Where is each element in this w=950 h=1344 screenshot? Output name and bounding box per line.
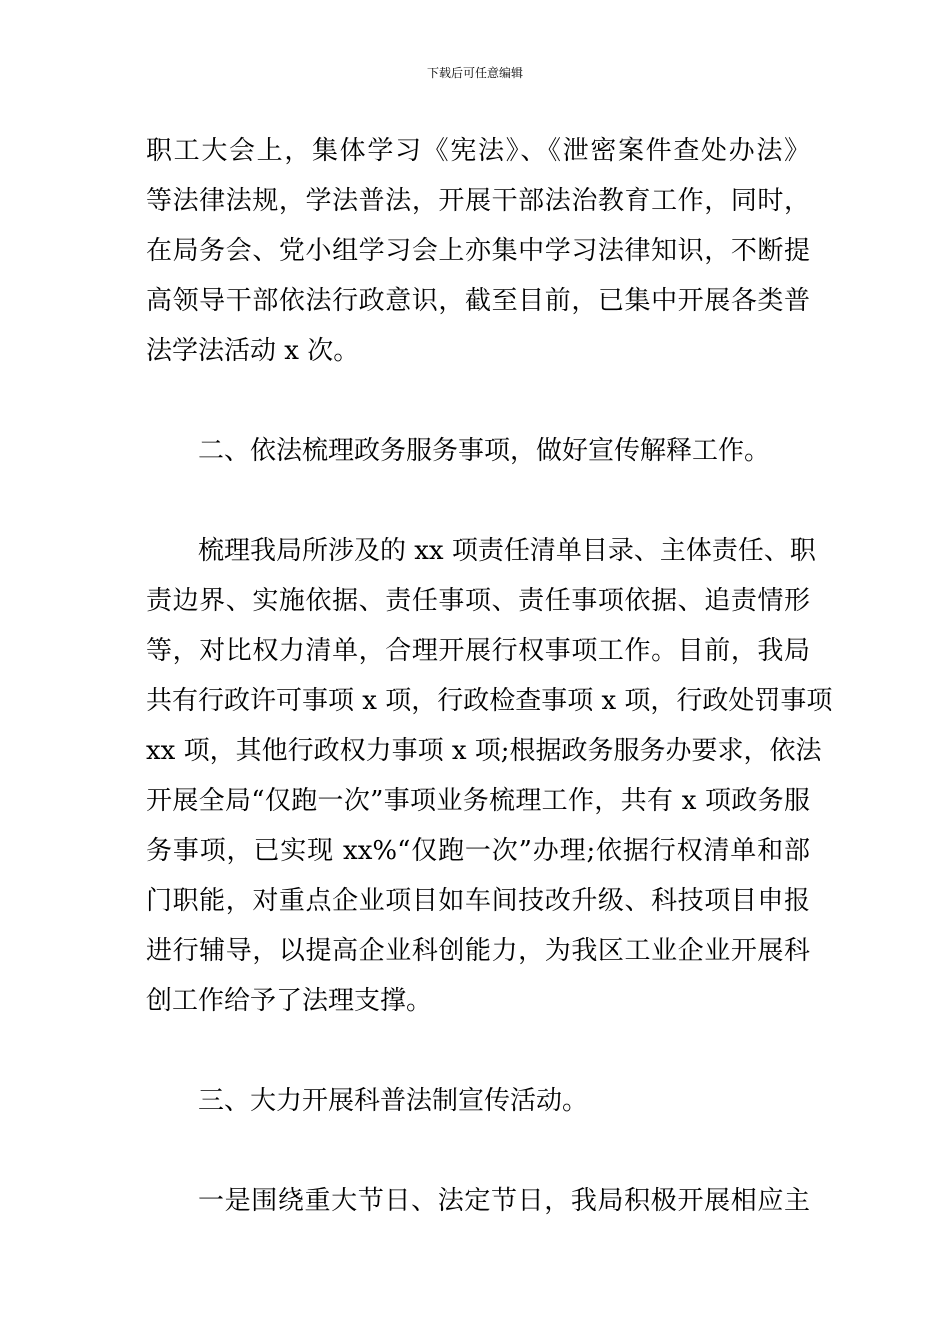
text-line: 在局务会、党小组学习会上亦集中学习法律知识，不断提 [146,236,810,266]
text-line: 一是围绕重大节日、法定节日，我局积极开展相应主 [198,1186,810,1216]
paragraph-gap [146,1126,810,1176]
paragraph-gap [146,1026,810,1076]
paragraph-festival-activities [146,1176,810,1226]
heading-line: 三、大力开展科普法制宣传活动。 [198,1086,589,1116]
text-line: 门职能，对重点企业项目如车间技改升级、科技项目申报 [146,886,810,916]
text-line: 职工大会上，集体学习《宪法》、《泄密案件查处办法》 [146,136,810,166]
section-heading-3 [146,1076,810,1126]
text-line: 务事项，已实现 xx%“仅跑一次”办理;依据行权清单和部 [146,836,810,866]
text-line: 共有行政许可事项 x 项，行政检查事项 x 项，行政处罚事项 [146,686,833,716]
text-line: 高领导干部依法行政意识，截至目前，已集中开展各类普 [146,286,810,316]
document-body [146,126,833,1226]
text-line: 创工作给予了法理支撑。 [146,986,433,1016]
text-line: 责边界、实施依据、责任事项、责任事项依据、追责情形 [146,586,810,616]
text-line: 梳理我局所涉及的 xx 项责任清单目录、主体责任、职 [198,536,816,566]
paragraph-gap [146,376,810,426]
paragraph-gap [146,476,810,526]
text-line: 等法律法规，学法普法，开展干部法治教育工作，同时， [146,186,810,216]
text-line: xx 项，其他行政权力事项 x 项;根据政务服务办要求，依法 [146,736,822,766]
paragraph-service-items [146,526,833,1026]
text-line: 等，对比权力清单，合理开展行权事项工作。目前，我局 [146,636,810,666]
section-heading-2 [146,426,810,476]
text-line: 进行辅导，以提高企业科创能力，为我区工业企业开展科 [146,936,810,966]
page-header: 下载后可任意编辑 [426,66,523,80]
heading-line: 二、依法梳理政务服务事项，做好宣传解释工作。 [198,436,771,466]
text-line: 法学法活动 x 次。 [146,336,360,366]
paragraph-legal-study [146,126,810,376]
text-line: 开展全局“仅跑一次”事项业务梳理工作，共有 x 项政务服 [146,786,810,816]
